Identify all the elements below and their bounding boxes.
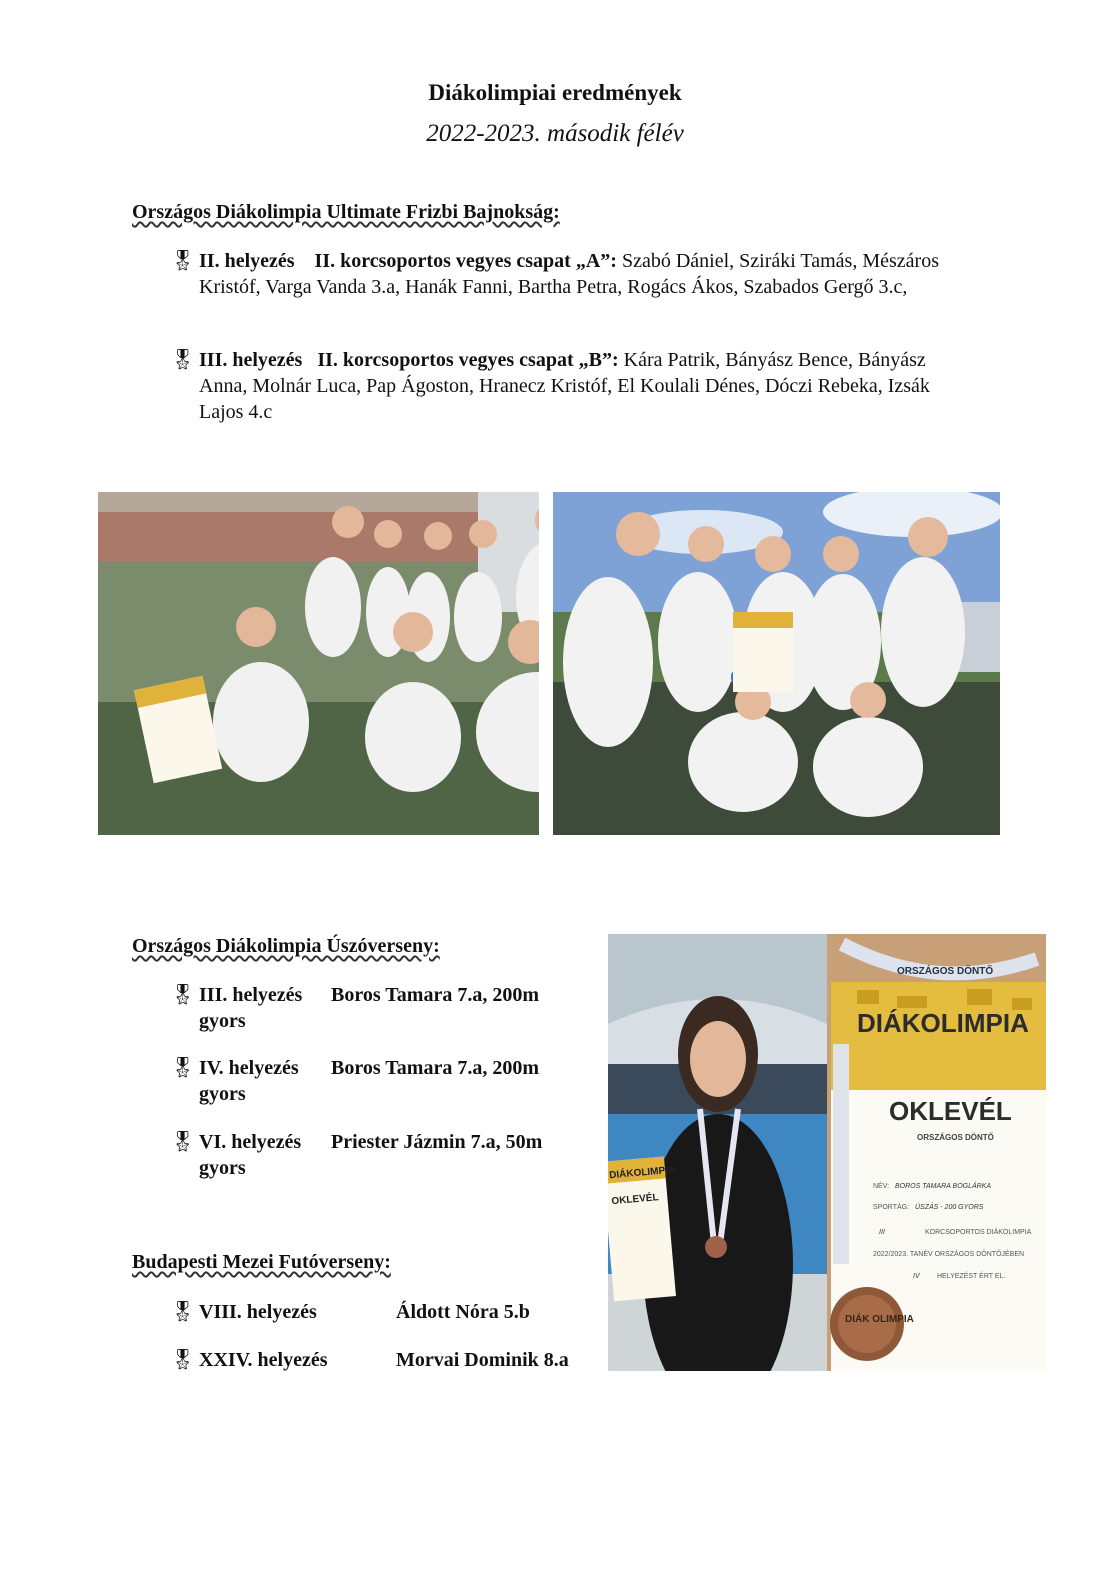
swimming-entry-2 <box>170 1055 590 1107</box>
medal-icon: 🎖 <box>170 1349 196 1371</box>
entry-place: VI. helyezés <box>199 1131 302 1153</box>
diploma-title: OKLEVÉL <box>889 1096 1012 1126</box>
form-place-label: HELYEZÉST ÉRT EL. <box>937 1273 1006 1280</box>
running-entry-2 <box>170 1347 610 1373</box>
entry-members: Szabó Dániel, Sziráki Tamás, Mészáros Kristóf, Varga Vanda 3.a, Hanák Fanni, Bartha Petra, Rogács Ákos, Szabados Gergő 3.c, <box>199 250 939 298</box>
ribbon-text: ORSZÁGOS DÖNTŐ <box>897 966 994 977</box>
form-name-value: BOROS TAMARA BOGLÁRKA <box>895 1183 992 1190</box>
entry-team: II. korcsoportos vegyes csapat „A”: <box>314 250 617 272</box>
entry-place: III. helyezés <box>199 349 303 371</box>
form-year-line: 2022/2023. TANÉV ORSZÁGOS DÖNTŐJÉBEN <box>873 1251 1025 1258</box>
entry-members: Kára Patrik, Bányász Bence, Bányász Anna, Molnár Luca, Pap Ágoston, Hranecz Kristóf, El Koulali Dénes, Dóczi Rebeka, Izsák Lajos 4.c <box>199 349 930 423</box>
form-place-value: IV <box>913 1273 920 1280</box>
entry-result: Boros Tamara 7.a, 200m <box>331 984 539 1006</box>
frisbee-heading: Országos Diákolimpia Ultimate Frizbi Bajnokság: <box>132 201 560 223</box>
entry-place: VIII. helyezés <box>199 1301 317 1323</box>
form-name-label: NÉV: <box>873 1183 890 1190</box>
entry-result-cont: gyors <box>199 1010 246 1032</box>
form-sport-label: SPORTÁG: <box>873 1204 910 1211</box>
entry-team: II. korcsoportos vegyes csapat „B”: <box>317 349 619 371</box>
team-photo-b <box>553 492 1000 835</box>
page-subtitle: 2022-2023. második félév <box>426 120 684 147</box>
entry-place: II. helyezés <box>199 250 295 272</box>
entry-result-cont: gyors <box>199 1157 246 1179</box>
entry-place: XXIV. helyezés <box>199 1349 328 1371</box>
form-sport-value: ÚSZÁS - 200 GYORS <box>915 1204 984 1211</box>
medal-icon: 🎖 <box>170 984 196 1006</box>
entry-name: Morvai Dominik 8.a <box>396 1349 569 1371</box>
entry-result: Priester Jázmin 7.a, 50m <box>331 1131 543 1153</box>
frisbee-entry-2 <box>170 347 970 425</box>
entry-place: IV. helyezés <box>199 1057 299 1079</box>
medal-icon: 🎖 <box>170 1301 196 1323</box>
entry-place: III. helyezés <box>199 984 303 1006</box>
team-photo-a <box>98 492 539 835</box>
diploma-brand: DIÁKOLIMPIA <box>857 1008 1029 1038</box>
diploma-subtitle: ORSZÁGOS DÖNTŐ <box>917 1133 994 1142</box>
small-diploma-brand: DIÁKOLIMPIA <box>608 1164 676 1182</box>
swimming-entry-3 <box>170 1129 590 1181</box>
form-category-value: III <box>879 1229 885 1236</box>
small-diploma-title: OKLEVÉL <box>611 1192 660 1208</box>
swimming-entry-1 <box>170 982 590 1034</box>
entry-name: Áldott Nóra 5.b <box>396 1301 530 1323</box>
running-heading: Budapesti Mezei Futóverseny: <box>132 1251 391 1273</box>
medal-icon: 🎖 <box>170 1057 196 1079</box>
running-entry-1 <box>170 1299 610 1325</box>
diploma-photo <box>827 934 1046 1371</box>
swimming-heading: Országos Diákolimpia Úszóverseny: <box>132 935 440 957</box>
medal-icon: 🎖 <box>170 1131 196 1153</box>
medal-text: DIÁK OLIMPIA <box>845 1314 914 1325</box>
entry-result-cont: gyors <box>199 1083 246 1105</box>
swimmer-photo <box>608 934 827 1371</box>
frisbee-entry-1 <box>170 248 970 300</box>
medal-icon: 🎖 <box>170 250 196 272</box>
form-category-label: KORCSOPORTOS DIÁKOLIMPIA <box>925 1229 1032 1236</box>
entry-result: Boros Tamara 7.a, 200m <box>331 1057 539 1079</box>
medal-icon: 🎖 <box>170 349 196 371</box>
page-title: Diákolimpiai eredmények <box>428 80 682 105</box>
